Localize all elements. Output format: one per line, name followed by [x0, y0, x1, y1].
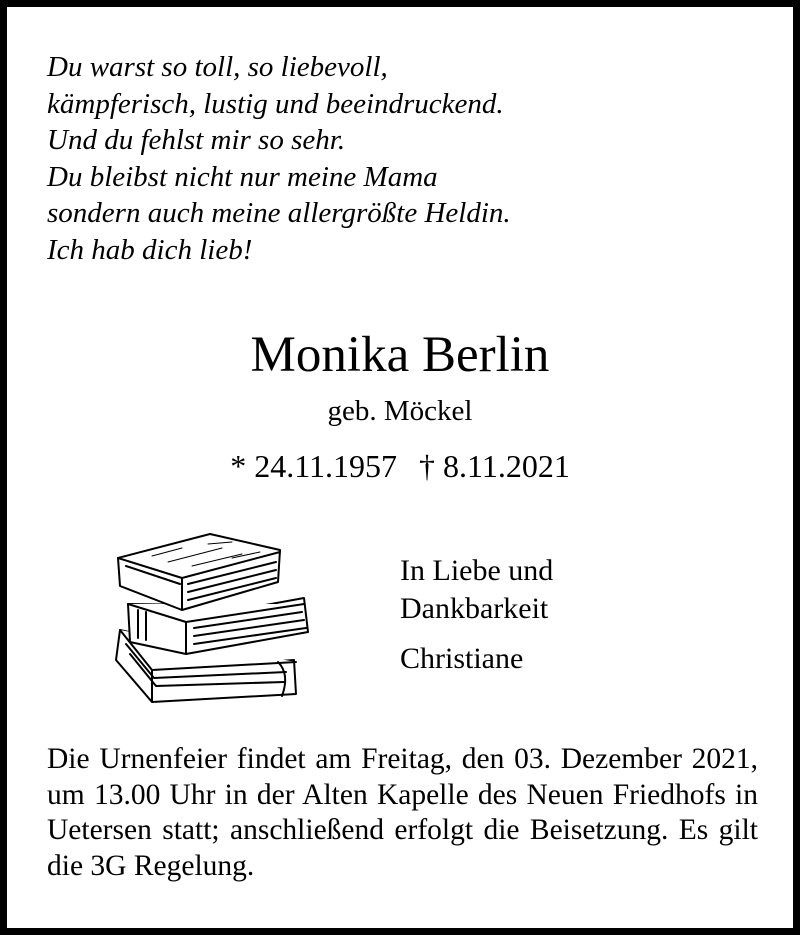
- poem-line: Ich hab dich lieb!: [47, 233, 253, 266]
- thanks-line: In Liebe und: [400, 554, 554, 587]
- thanks-block: [400, 552, 553, 678]
- birth-date: * 24.11.1957: [230, 448, 397, 484]
- thanks-line: Dankbarkeit: [400, 592, 549, 625]
- maiden-name: geb. Möckel: [327, 395, 473, 427]
- signer-name: Christiane: [400, 642, 524, 675]
- death-date: † 8.11.2021: [419, 448, 570, 484]
- poem-line: kämpferisch, lustig und beeindruckend.: [47, 87, 504, 120]
- poem-line: Und du fehlst mir so sehr.: [47, 124, 346, 156]
- poem-line: Du bleibst nicht nur meine Mama: [47, 160, 438, 193]
- poem-line: sondern auch meine allergrößte Heldin.: [47, 197, 511, 229]
- poem-line: Du warst so toll, so liebevoll,: [47, 51, 388, 83]
- poem: [47, 49, 511, 268]
- life-dates: [7, 446, 793, 486]
- stacked-books-icon: [82, 512, 332, 712]
- deceased-name: Monika Berlin: [250, 327, 550, 383]
- funeral-notice: Die Urnenfeier findet am Freitag, den 03. Dezember 2021, um 13.00 Uhr in der Alten Kapelle des Neuen Friedhofs in Uetersen statt; anschließend erfolgt die Beisetzung. Es gilt die 3G Regelung.: [47, 743, 758, 882]
